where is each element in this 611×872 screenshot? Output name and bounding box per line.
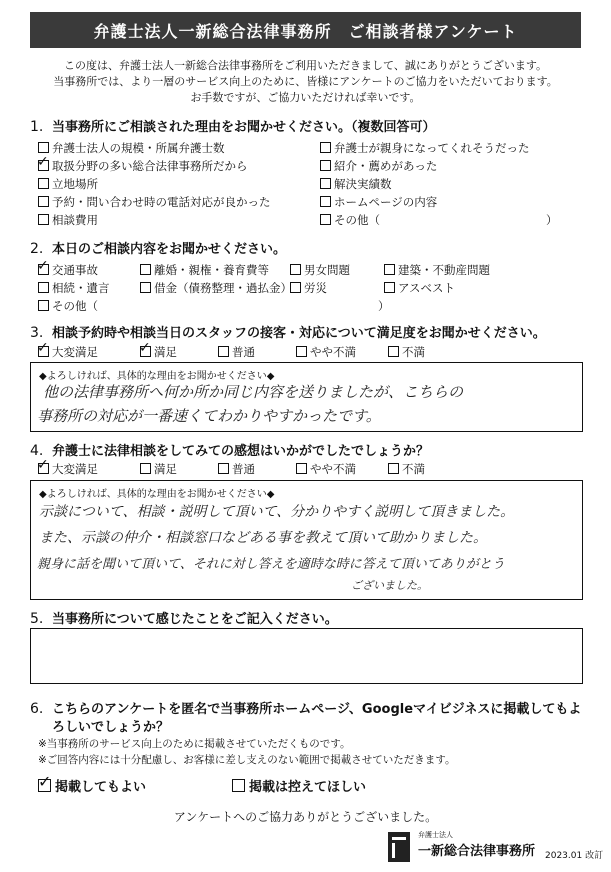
question-text: 弁護士に法律相談をしてみての感想はいかがでしたでしょうか？	[52, 444, 430, 459]
note: ※ご回答内容には十分配慮し、お客様に差し支えのない範囲で掲載させていただきます。	[38, 754, 456, 766]
option-label: 普通	[232, 345, 255, 359]
checkbox[interactable]	[320, 142, 331, 153]
checkbox[interactable]	[140, 463, 151, 474]
option-q2-3[interactable]	[290, 262, 350, 278]
page-title: 弁護士法人一新総合法律事務所 ご相談者様アンケート	[30, 12, 581, 48]
option-q1-5[interactable]	[38, 176, 98, 192]
option-label: 交通事故	[52, 263, 98, 277]
checkbox[interactable]	[38, 160, 49, 171]
option-q2-7[interactable]	[290, 280, 327, 296]
question-3	[30, 322, 546, 341]
option-label: 予約・問い合わせ時の電話対応が良かった	[52, 195, 271, 209]
option-label: その他（	[334, 213, 380, 227]
option-label: 相続・遺言	[52, 281, 110, 295]
option-label: 弁護士が親身になってくれそうだった	[334, 141, 530, 155]
checkbox[interactable]	[384, 264, 395, 275]
option-q1-7[interactable]	[38, 194, 271, 210]
option-label: 立地場所	[52, 177, 98, 191]
note: ※当事務所のサービス向上のために掲載させていただくものです。	[38, 738, 351, 750]
question-2	[30, 238, 286, 257]
option-q2-6[interactable]	[140, 280, 292, 296]
checkbox[interactable]	[218, 463, 229, 474]
question-number: 2.	[30, 241, 44, 257]
intro-line: お手数ですが、ご協力いただければ幸いです。	[190, 91, 421, 104]
checkbox[interactable]	[38, 463, 49, 474]
option-label: 取扱分野の多い総合法律事務所だから	[52, 159, 248, 173]
question-1	[30, 116, 436, 135]
option-label: 離婚・親権・養育費等	[154, 263, 269, 277]
checkbox[interactable]	[320, 196, 331, 207]
option-q1-1[interactable]	[38, 140, 225, 156]
option-q3-3[interactable]	[218, 344, 255, 360]
checkbox[interactable]	[38, 282, 49, 293]
question-text: 本日のご相談内容をお聞かせください。	[52, 242, 287, 257]
option-q1-8[interactable]	[320, 194, 437, 210]
option-q4-3[interactable]	[218, 461, 255, 477]
comment-box-q4[interactable]	[30, 480, 583, 600]
option-q2-8[interactable]	[384, 280, 455, 296]
handwritten-text: ございました。	[351, 579, 428, 592]
checkbox[interactable]	[218, 346, 229, 357]
intro-text	[0, 58, 611, 106]
checkbox[interactable]	[384, 282, 395, 293]
question-number: 5.	[30, 611, 44, 627]
question-text: 当事務所について感じたことをご記入ください。	[52, 612, 338, 627]
handwritten-text: 他の法律事務所へ何か所か同じ内容を送りましたが、こちらの	[43, 383, 464, 401]
question-number: 6.	[30, 701, 44, 717]
option-q4-5[interactable]	[388, 461, 425, 477]
comment-title: ◆よろしければ、具体的な理由をお聞かせください◆	[39, 489, 275, 500]
comment-box-q3[interactable]	[30, 362, 583, 432]
option-q2-2[interactable]	[140, 262, 269, 278]
handwritten-text: 事務所の対応が一番速くてわかりやすかったです。	[37, 407, 381, 425]
question-text: 相談予約時や相談当日のスタッフの接客・対応について満足度をお聞かせください。	[52, 326, 546, 341]
option-label: 大変満足	[52, 345, 98, 359]
checkbox[interactable]	[38, 196, 49, 207]
checkbox[interactable]	[320, 160, 331, 171]
handwritten-text: 親身に話を聞いて頂いて、それに対し答えを適時な時に答えて頂いてありがとう	[37, 557, 505, 572]
option-label: やや不満	[310, 345, 356, 359]
option-label: 掲載してもよい	[55, 780, 147, 795]
option-label: 建築・不動産問題	[398, 263, 490, 277]
intro-line: この度は、弁護士法人一新総合法律事務所をご利用いただきまして、誠にありがとうございます。	[64, 59, 547, 72]
logo-small-text: 弁護士法人	[418, 831, 453, 839]
checkbox[interactable]	[320, 214, 331, 225]
firm-logo-icon	[388, 832, 410, 862]
option-label: 普通	[232, 462, 255, 476]
comment-title: ◆よろしければ、具体的な理由をお聞かせください◆	[39, 371, 275, 382]
option-publish-yes[interactable]	[38, 776, 146, 795]
option-label: 相談費用	[52, 213, 98, 227]
option-label: 満足	[154, 462, 177, 476]
logo-name: 一新総合法律事務所	[418, 844, 536, 859]
option-label: 不満	[402, 462, 425, 476]
option-label: 満足	[154, 345, 177, 359]
option-label: 解決実績数	[334, 177, 392, 191]
option-q3-2[interactable]	[140, 344, 177, 360]
checkbox[interactable]	[38, 214, 49, 225]
option-label: ホームページの内容	[334, 195, 438, 209]
checkbox[interactable]	[38, 346, 49, 357]
option-label: アスベスト	[398, 281, 456, 295]
checkbox[interactable]	[232, 779, 245, 792]
option-label: その他（	[52, 299, 98, 313]
option-label: 大変満足	[52, 462, 98, 476]
option-q1-9[interactable]	[38, 212, 98, 228]
question-6	[30, 698, 581, 717]
intro-line: 当事務所では、より一層のサービス向上のために、皆様にアンケートのご協力をいただいております。	[53, 75, 558, 88]
option-q3-5[interactable]	[388, 344, 425, 360]
close-paren: ）	[378, 299, 390, 313]
checkbox[interactable]	[388, 346, 399, 357]
question-5	[30, 608, 338, 627]
question-4	[30, 440, 429, 459]
checkbox[interactable]	[38, 142, 49, 153]
question-number: 1.	[30, 119, 44, 135]
option-label: 借金（債務整理・過払金）	[154, 281, 292, 295]
question-6-line2: ろしいでしょうか？	[52, 720, 170, 735]
revision-label: 2023.01 改訂	[545, 851, 604, 861]
checkbox[interactable]	[320, 178, 331, 189]
checkbox[interactable]	[140, 264, 151, 275]
option-label: 紹介・薦めがあった	[334, 159, 438, 173]
checkbox[interactable]	[38, 178, 49, 189]
option-label: 労災	[304, 281, 327, 295]
comment-box-q5[interactable]	[30, 628, 583, 684]
option-q1-2[interactable]	[320, 140, 530, 156]
option-q2-9[interactable]	[38, 298, 98, 314]
question-text: こちらのアンケートを匿名で当事務所ホームページ、Googleマイビジネスに掲載してもよ	[52, 702, 582, 717]
option-q1-4[interactable]	[320, 158, 437, 174]
option-q2-4[interactable]	[384, 262, 490, 278]
option-q2-5[interactable]	[38, 280, 110, 296]
option-q4-1[interactable]	[38, 461, 98, 477]
thanks-message: アンケートへのご協力ありがとうございました。	[173, 810, 438, 824]
firm-logo	[388, 828, 538, 866]
checkbox[interactable]	[38, 300, 49, 311]
option-label: 男女問題	[304, 263, 350, 277]
checkbox[interactable]	[296, 346, 307, 357]
question-text: 当事務所にご相談された理由をお聞かせください。（複数回答可）	[52, 120, 436, 135]
option-label: やや不満	[310, 462, 356, 476]
option-q3-4[interactable]	[296, 344, 356, 360]
option-label: 掲載は控えてほしい	[249, 780, 367, 795]
checkbox[interactable]	[38, 779, 51, 792]
checkbox[interactable]	[296, 463, 307, 474]
option-q4-2[interactable]	[140, 461, 177, 477]
checkbox[interactable]	[290, 282, 301, 293]
option-publish-no[interactable]	[232, 776, 366, 795]
checkbox[interactable]	[290, 264, 301, 275]
option-label: 弁護士法人の規模・所属弁護士数	[52, 141, 225, 155]
checkbox[interactable]	[38, 264, 49, 275]
option-label: 不満	[402, 345, 425, 359]
checkbox[interactable]	[140, 346, 151, 357]
option-q1-10[interactable]	[320, 212, 380, 228]
option-q1-6[interactable]	[320, 176, 392, 192]
option-q1-3[interactable]	[38, 158, 248, 174]
option-q2-1[interactable]	[38, 262, 98, 278]
handwritten-text: また、示談の仲介・相談窓口などある事を教えて頂いて助かりました。	[39, 530, 487, 546]
handwritten-text: 示談について、相談・説明して頂いて、分かりやすく説明して頂きました。	[39, 504, 515, 520]
option-q4-4[interactable]	[296, 461, 356, 477]
checkbox[interactable]	[140, 282, 151, 293]
close-paren: ）	[546, 213, 558, 227]
question-number: 3.	[30, 325, 44, 341]
checkbox[interactable]	[388, 463, 399, 474]
question-number: 4.	[30, 443, 44, 459]
option-q3-1[interactable]	[38, 344, 98, 360]
